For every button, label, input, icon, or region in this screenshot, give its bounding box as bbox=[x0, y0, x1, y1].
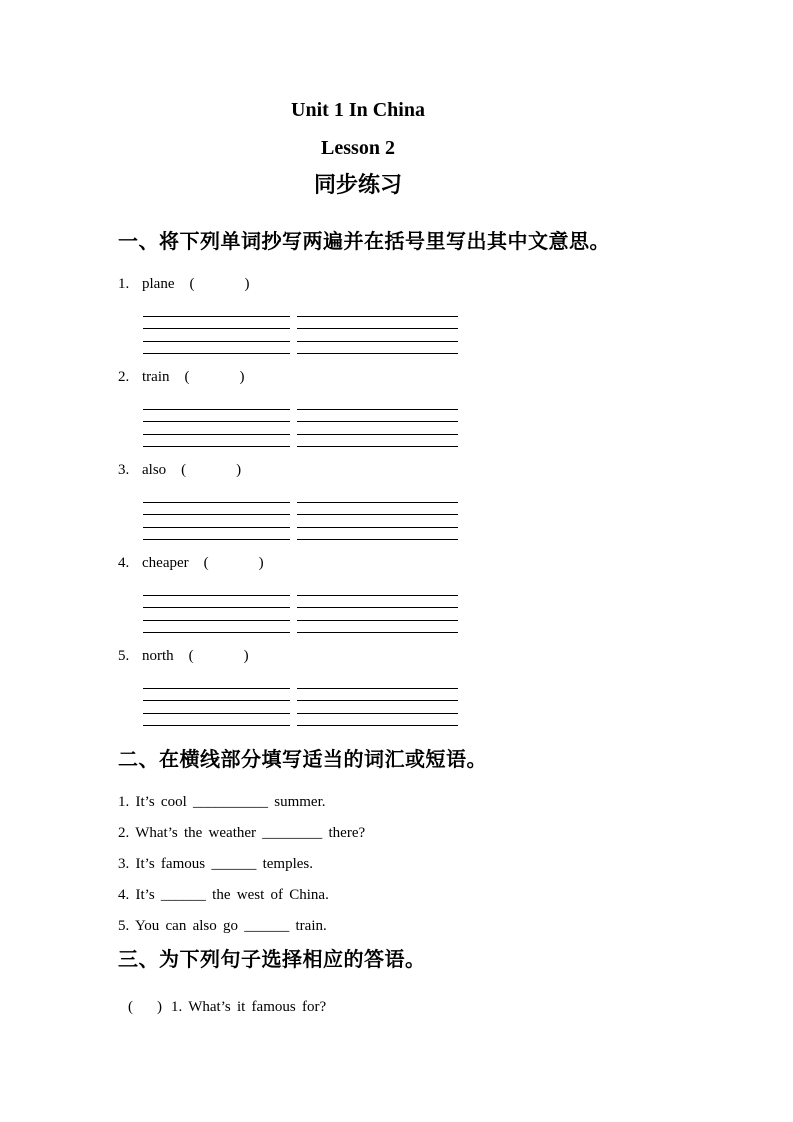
paren-open: ( bbox=[188, 648, 194, 664]
answer-paren-close: ) bbox=[157, 999, 162, 1015]
writing-line bbox=[143, 515, 290, 528]
writing-line bbox=[143, 329, 290, 342]
writing-line bbox=[297, 422, 458, 435]
writing-line bbox=[297, 342, 458, 355]
writing-column-left bbox=[143, 490, 290, 540]
paren-open: ( bbox=[184, 369, 190, 385]
writing-line bbox=[297, 676, 458, 689]
copy-word-label bbox=[118, 277, 630, 292]
writing-lines bbox=[143, 583, 630, 633]
fill-blank-item: 5. You can also go ______ train. bbox=[118, 918, 327, 934]
writing-line bbox=[297, 621, 458, 634]
writing-line bbox=[297, 608, 458, 621]
section-2-heading: 二、在横线部分填写适当的词汇或短语。 bbox=[118, 749, 487, 771]
writing-lines bbox=[143, 304, 630, 354]
writing-line bbox=[297, 304, 458, 317]
writing-line bbox=[297, 503, 458, 516]
paren-open: ( bbox=[203, 555, 209, 571]
item-number: 1. bbox=[118, 276, 130, 292]
paren-close: ) bbox=[239, 369, 245, 385]
item-number: 3. bbox=[118, 462, 130, 478]
writing-line bbox=[143, 503, 290, 516]
worksheet-title: 同步练习 bbox=[313, 172, 402, 197]
writing-line bbox=[143, 676, 290, 689]
copy-word-label bbox=[118, 649, 630, 664]
writing-line bbox=[143, 583, 290, 596]
writing-lines bbox=[143, 676, 630, 726]
writing-lines bbox=[143, 397, 630, 447]
paren-open: ( bbox=[189, 276, 195, 292]
item-word: north bbox=[142, 648, 174, 664]
writing-line bbox=[297, 689, 458, 702]
item-number: 5. bbox=[118, 648, 130, 664]
writing-column-right bbox=[297, 397, 458, 447]
writing-line bbox=[143, 397, 290, 410]
item-word: plane bbox=[142, 276, 175, 292]
writing-line bbox=[143, 701, 290, 714]
copy-word-item bbox=[118, 370, 630, 447]
writing-line bbox=[143, 435, 290, 448]
writing-line bbox=[143, 304, 290, 317]
writing-line bbox=[297, 583, 458, 596]
answer-paren-open: ( bbox=[128, 999, 133, 1015]
writing-line bbox=[143, 317, 290, 330]
copy-word-item bbox=[118, 277, 630, 354]
unit-title: Unit 1 In China bbox=[291, 99, 425, 121]
copy-word-item bbox=[118, 649, 630, 726]
fill-blank-item: 4. It’s ______ the west of China. bbox=[118, 887, 329, 903]
writing-lines bbox=[143, 490, 630, 540]
fill-blank-item: 1. It’s cool __________ summer. bbox=[118, 794, 326, 810]
copy-word-item bbox=[118, 463, 630, 540]
writing-column-left bbox=[143, 397, 290, 447]
writing-line bbox=[297, 490, 458, 503]
writing-line bbox=[297, 528, 458, 541]
writing-column-right bbox=[297, 676, 458, 726]
lesson-title: Lesson 2 bbox=[321, 137, 395, 159]
section-3-heading: 三、为下列句子选择相应的答语。 bbox=[118, 949, 426, 971]
writing-line bbox=[297, 714, 458, 727]
item-word: train bbox=[142, 369, 170, 385]
copy-word-label bbox=[118, 463, 630, 478]
writing-line bbox=[143, 422, 290, 435]
writing-line bbox=[143, 528, 290, 541]
writing-line bbox=[297, 329, 458, 342]
writing-line bbox=[143, 608, 290, 621]
writing-line bbox=[143, 714, 290, 727]
match-question-text: 1. What’s it famous for? bbox=[171, 999, 327, 1015]
fill-blank-item: 3. It’s famous ______ temples. bbox=[118, 856, 313, 872]
item-word: cheaper bbox=[142, 555, 189, 571]
fill-blank-item: 2. What’s the weather ________ there? bbox=[118, 825, 366, 841]
writing-column-right bbox=[297, 490, 458, 540]
writing-line bbox=[297, 596, 458, 609]
copy-word-label bbox=[118, 556, 630, 571]
writing-line bbox=[143, 342, 290, 355]
item-number: 2. bbox=[118, 369, 130, 385]
writing-column-right bbox=[297, 304, 458, 354]
writing-line bbox=[143, 410, 290, 423]
writing-line bbox=[143, 689, 290, 702]
copy-word-label bbox=[118, 370, 630, 385]
writing-column-left bbox=[143, 676, 290, 726]
writing-line bbox=[297, 317, 458, 330]
paren-close: ) bbox=[243, 648, 249, 664]
copy-word-item bbox=[118, 556, 630, 633]
writing-line bbox=[143, 490, 290, 503]
writing-column-left bbox=[143, 304, 290, 354]
title-block bbox=[118, 100, 598, 196]
item-word: also bbox=[142, 462, 167, 478]
writing-line bbox=[143, 596, 290, 609]
writing-column-left bbox=[143, 583, 290, 633]
writing-line bbox=[143, 621, 290, 634]
paren-close: ) bbox=[236, 462, 242, 478]
writing-line bbox=[297, 410, 458, 423]
writing-line bbox=[297, 515, 458, 528]
paren-close: ) bbox=[258, 555, 264, 571]
paren-open: ( bbox=[181, 462, 187, 478]
writing-line bbox=[297, 397, 458, 410]
writing-line bbox=[297, 701, 458, 714]
copy-words-list bbox=[118, 277, 630, 726]
fill-blank-list bbox=[118, 795, 630, 934]
item-number: 4. bbox=[118, 555, 130, 571]
paren-close: ) bbox=[244, 276, 250, 292]
section-1-heading: 一、将下列单词抄写两遍并在括号里写出其中文意思。 bbox=[118, 231, 610, 253]
writing-column-right bbox=[297, 583, 458, 633]
writing-line bbox=[297, 435, 458, 448]
match-answer-item bbox=[118, 1000, 630, 1015]
